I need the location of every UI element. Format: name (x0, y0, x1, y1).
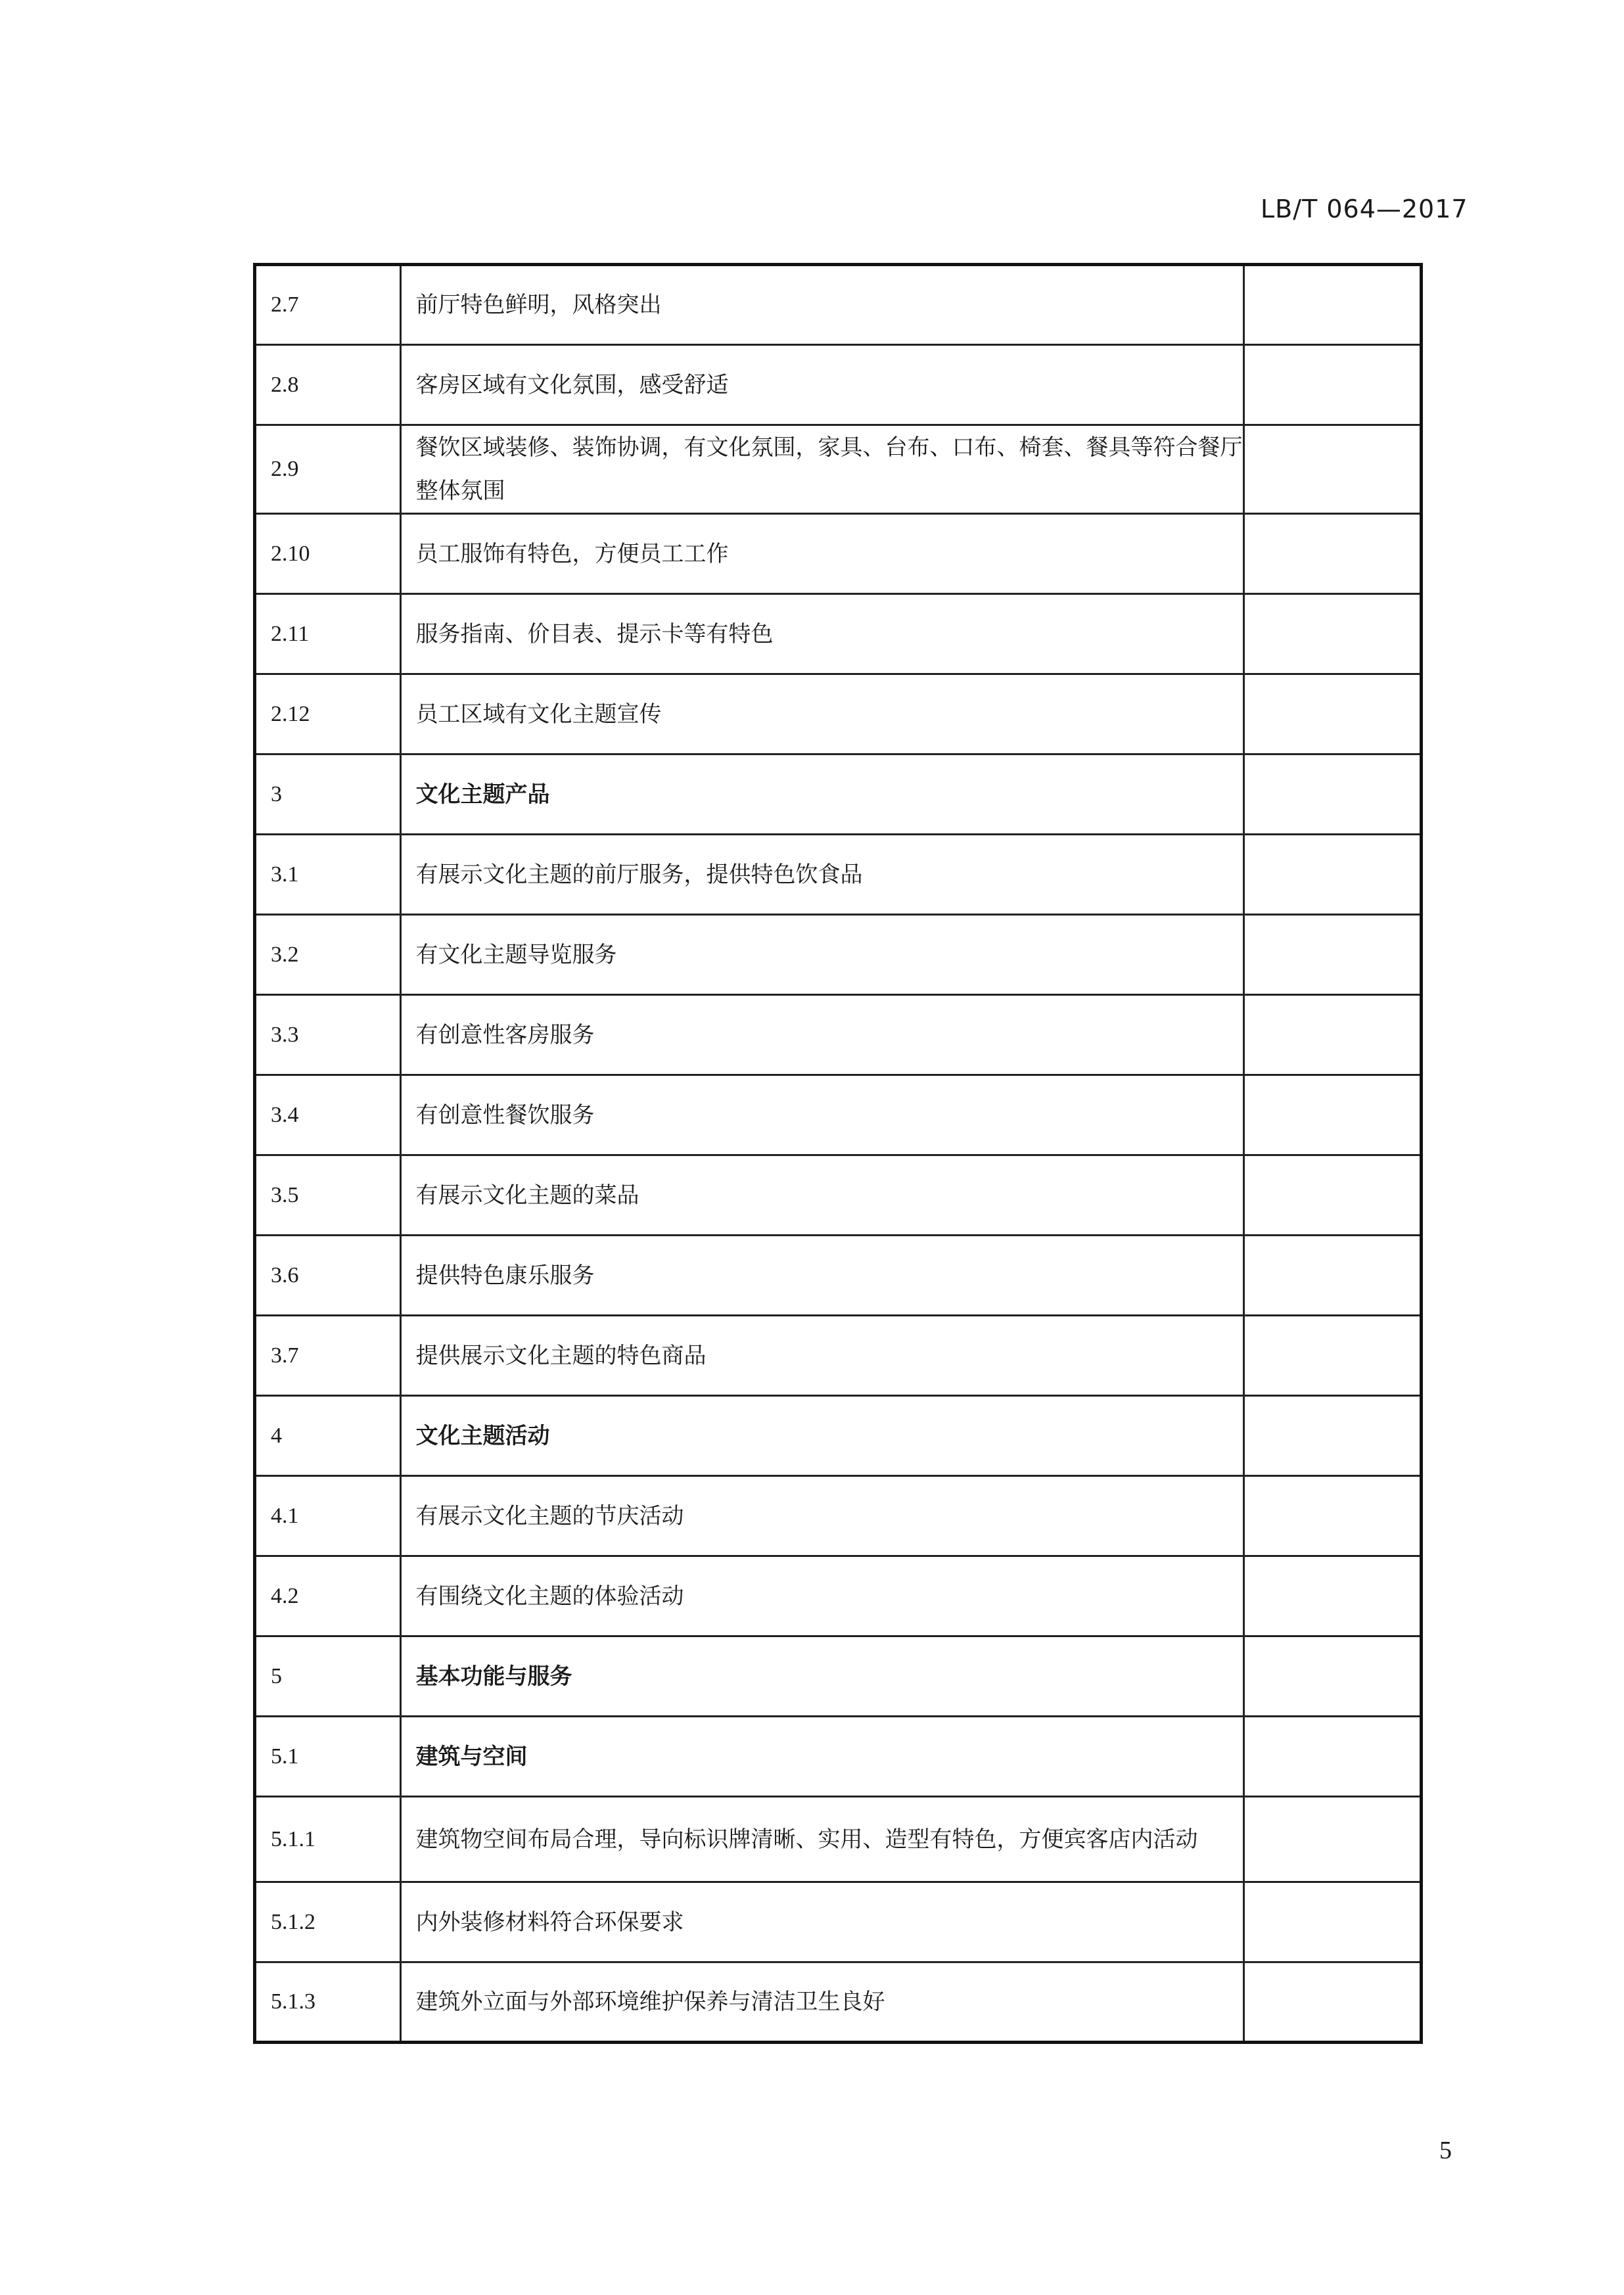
score-cell (1244, 754, 1422, 835)
score-cell (1244, 1556, 1422, 1636)
item-description: 服务指南、价目表、提示卡等有特色 (400, 594, 1244, 674)
item-number: 5.1.3 (255, 1962, 401, 2043)
score-cell (1244, 425, 1422, 514)
item-description: 内外装修材料符合环保要求 (400, 1882, 1244, 1962)
table-row (255, 425, 1422, 514)
section-row (255, 1396, 1422, 1476)
section-number: 3 (255, 754, 401, 835)
item-description: 餐饮区域装修、装饰协调，有文化氛围，家具、台布、口布、椅套、餐具等符合餐厅整体氛围 (400, 425, 1244, 514)
score-cell (1244, 514, 1422, 594)
score-cell (1244, 345, 1422, 425)
item-number: 5.1.1 (255, 1797, 401, 1882)
item-description: 有文化主题导览服务 (400, 915, 1244, 995)
score-cell (1244, 1476, 1422, 1556)
item-number: 2.8 (255, 345, 401, 425)
score-cell (1244, 1962, 1422, 2043)
table-row (255, 265, 1422, 345)
item-number: 5.1.2 (255, 1882, 401, 1962)
table-row (255, 1882, 1422, 1962)
table-row (255, 835, 1422, 915)
score-cell (1244, 1882, 1422, 1962)
score-cell (1244, 995, 1422, 1075)
table-row (255, 915, 1422, 995)
table-row (255, 514, 1422, 594)
section-row (255, 754, 1422, 835)
page-number: 5 (1439, 2137, 1452, 2164)
item-number: 3.4 (255, 1075, 401, 1155)
table-row (255, 1476, 1422, 1556)
table-row (255, 1075, 1422, 1155)
table-row (255, 1962, 1422, 2043)
score-cell (1244, 265, 1422, 345)
standard-code: LB/T 064—2017 (1261, 195, 1468, 223)
score-cell (1244, 1396, 1422, 1476)
item-description: 建筑外立面与外部环境维护保养与清洁卫生良好 (400, 1962, 1244, 2043)
item-description: 有创意性餐饮服务 (400, 1075, 1244, 1155)
item-description: 员工服饰有特色，方便员工工作 (400, 514, 1244, 594)
table-row (255, 345, 1422, 425)
table-row (255, 1556, 1422, 1636)
table-row (255, 674, 1422, 754)
item-description: 有展示文化主题的节庆活动 (400, 1476, 1244, 1556)
section-row (255, 1636, 1422, 1717)
item-number: 2.9 (255, 425, 401, 514)
score-cell (1244, 1236, 1422, 1316)
item-description: 客房区域有文化氛围，感受舒适 (400, 345, 1244, 425)
table-row (255, 1236, 1422, 1316)
section-title: 文化主题产品 (400, 754, 1244, 835)
evaluation-table (253, 263, 1423, 2044)
subsection-number: 5.1 (255, 1717, 401, 1797)
table-row (255, 1316, 1422, 1396)
score-cell (1244, 1717, 1422, 1797)
subsection-title: 建筑与空间 (400, 1717, 1244, 1797)
item-number: 3.7 (255, 1316, 401, 1396)
item-description: 有创意性客房服务 (400, 995, 1244, 1075)
table-row (255, 1155, 1422, 1236)
item-number: 2.12 (255, 674, 401, 754)
score-cell (1244, 674, 1422, 754)
item-number: 2.11 (255, 594, 401, 674)
section-title: 基本功能与服务 (400, 1636, 1244, 1717)
score-cell (1244, 1316, 1422, 1396)
item-number: 3.1 (255, 835, 401, 915)
item-number: 3.6 (255, 1236, 401, 1316)
item-description: 有围绕文化主题的体验活动 (400, 1556, 1244, 1636)
item-number: 3.3 (255, 995, 401, 1075)
item-description: 员工区域有文化主题宣传 (400, 674, 1244, 754)
subsection-row (255, 1717, 1422, 1797)
table-row (255, 1797, 1422, 1882)
section-number: 4 (255, 1396, 401, 1476)
item-number: 3.2 (255, 915, 401, 995)
item-number: 2.10 (255, 514, 401, 594)
score-cell (1244, 915, 1422, 995)
table-row (255, 995, 1422, 1075)
item-description: 提供特色康乐服务 (400, 1236, 1244, 1316)
score-cell (1244, 1155, 1422, 1236)
section-number: 5 (255, 1636, 401, 1717)
item-number: 2.7 (255, 265, 401, 345)
section-title: 文化主题活动 (400, 1396, 1244, 1476)
item-number: 4.1 (255, 1476, 401, 1556)
score-cell (1244, 1636, 1422, 1717)
score-cell (1244, 1075, 1422, 1155)
item-description: 建筑物空间布局合理，导向标识牌清晰、实用、造型有特色，方便宾客店内活动 (400, 1797, 1244, 1882)
score-cell (1244, 594, 1422, 674)
item-number: 3.5 (255, 1155, 401, 1236)
item-description: 提供展示文化主题的特色商品 (400, 1316, 1244, 1396)
table-row (255, 594, 1422, 674)
score-cell (1244, 1797, 1422, 1882)
item-number: 4.2 (255, 1556, 401, 1636)
item-description: 有展示文化主题的前厅服务，提供特色饮食品 (400, 835, 1244, 915)
score-cell (1244, 835, 1422, 915)
item-description: 有展示文化主题的菜品 (400, 1155, 1244, 1236)
item-description: 前厅特色鲜明，风格突出 (400, 265, 1244, 345)
